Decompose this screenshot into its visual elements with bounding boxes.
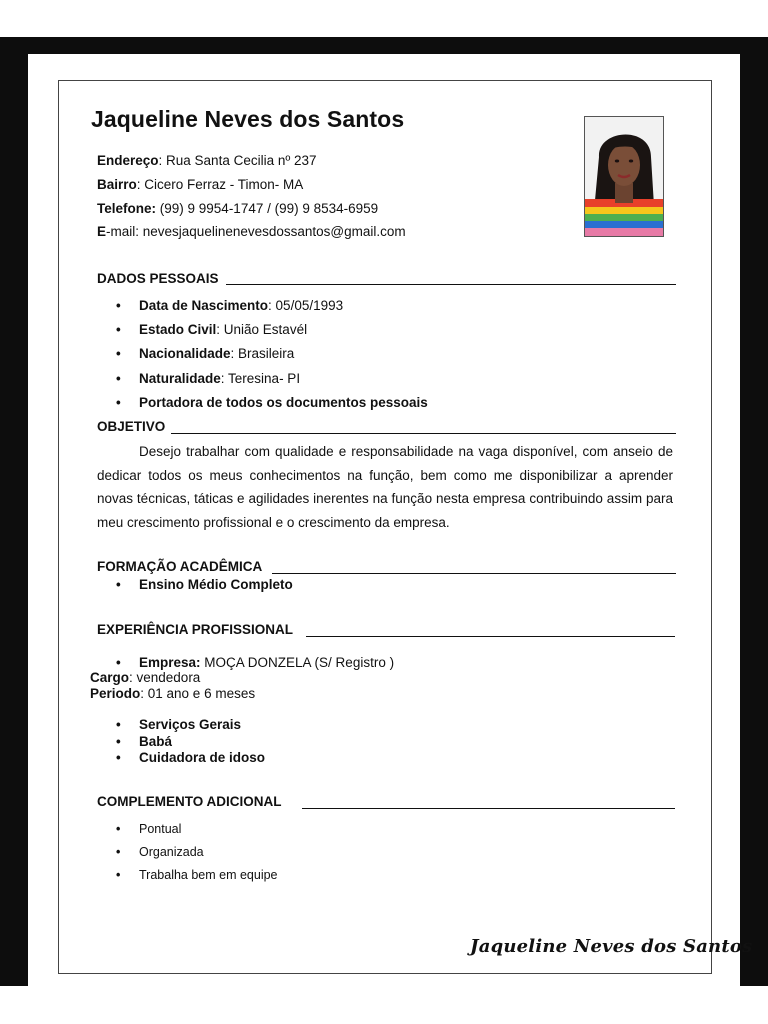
signature: Jaqueline Neves dos Santos bbox=[470, 936, 753, 957]
section-rule bbox=[302, 808, 675, 809]
candidate-name: Jaqueline Neves dos Santos bbox=[91, 106, 405, 132]
list-item: • Data de Nascimento: 05/05/1993 bbox=[97, 294, 428, 318]
contact-neighborhood: Bairro: Cicero Ferraz - Timon- MA bbox=[97, 177, 304, 192]
section-rule bbox=[226, 284, 676, 285]
section-title-complemento: COMPLEMENTO ADICIONAL bbox=[97, 794, 282, 809]
section-title-formacao: FORMAÇÃO ACADÊMICA bbox=[97, 559, 263, 574]
contact-phone: Telefone: (99) 9 9954-1747 / (99) 9 8534-6959 bbox=[97, 201, 379, 216]
section-rule bbox=[272, 573, 676, 574]
section-title-experiencia: EXPERIÊNCIA PROFISSIONAL bbox=[97, 622, 294, 637]
list-item: • Trabalha bem em equipe bbox=[97, 864, 278, 887]
profile-photo bbox=[584, 116, 664, 237]
section-title-dados-pessoais: DADOS PESSOAIS bbox=[97, 271, 219, 286]
list-item: • Nacionalidade: Brasileira bbox=[97, 342, 428, 366]
list-item: • Ensino Médio Completo bbox=[97, 576, 293, 593]
experiencia-empresa bbox=[97, 654, 394, 671]
list-item: • Babá bbox=[97, 734, 265, 751]
objective-paragraph: Desejo trabalhar com qualidade e responsabilidade na vaga disponível, com anseio de dedicar todos os meus conhecimentos na função, bem como me disponibilizar a aprender novas técnicas, táticas e agilidades inerentes na função nesta empresa contribuindo assim para meu crescimento profissional e o crescimento da empresa. bbox=[97, 444, 673, 530]
section-title-objetivo: OBJETIVO bbox=[97, 419, 166, 434]
list-item: • Empresa: MOÇA DONZELA (S/ Registro ) bbox=[97, 654, 394, 671]
section-rule bbox=[171, 433, 676, 434]
list-item: • Naturalidade: Teresina- PI bbox=[97, 367, 428, 391]
section-rule bbox=[306, 636, 675, 637]
list-item: • Pontual bbox=[97, 818, 278, 841]
list-item: • Estado Civil: União Estavél bbox=[97, 318, 428, 342]
contact-email: E-mail: nevesjaquelinenevesdossantos@gmail.com bbox=[97, 224, 406, 239]
dados-list bbox=[97, 294, 428, 415]
cargo-line: Cargo: vendedora bbox=[90, 670, 201, 685]
complemento-list bbox=[97, 818, 278, 887]
formacao-list bbox=[97, 576, 293, 593]
periodo-line: Periodo: 01 ano e 6 meses bbox=[90, 686, 256, 701]
list-item: • Organizada bbox=[97, 841, 278, 864]
experiencia-tasks bbox=[97, 717, 265, 767]
contact-address: Endereço: Rua Santa Cecilia nº 237 bbox=[97, 153, 317, 168]
list-item: • Portadora de todos os documentos pessoais bbox=[97, 391, 428, 415]
list-item: • Serviços Gerais bbox=[97, 717, 265, 734]
list-item: • Cuidadora de idoso bbox=[97, 750, 265, 767]
